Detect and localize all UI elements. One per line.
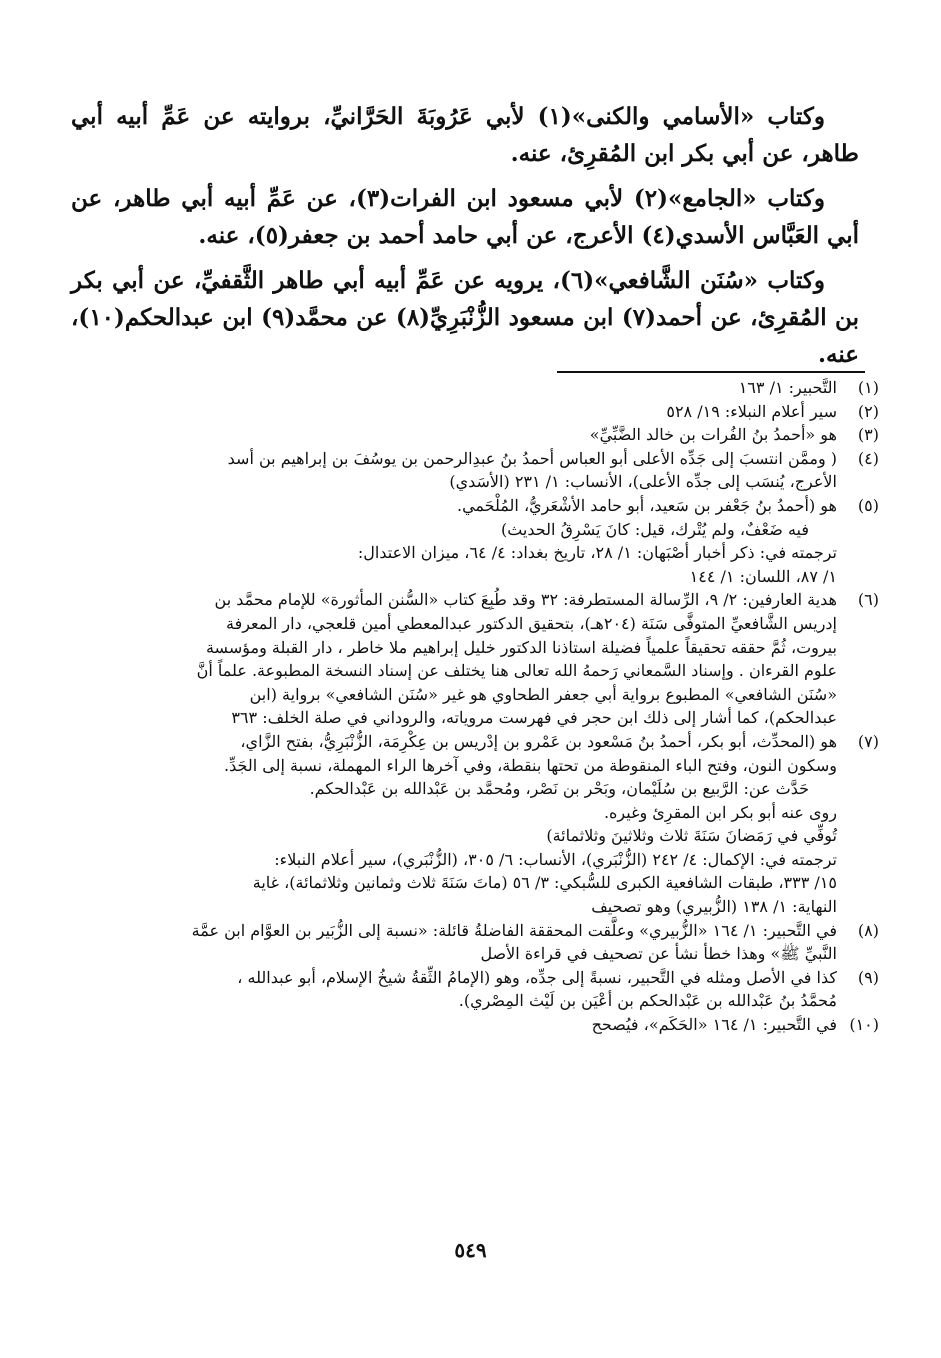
footnote-line: التَّحبير: ١/ ١٦٣ [738, 378, 837, 397]
footnote-line: في التَّحبير: ١/ ١٦٤ «الزُّبيري» وعلَّقت المحققة الفاضلةُ قائلة: «نسبة إلى الزُّبَير بن العوَّام ابن عمَّة [191, 920, 837, 940]
footnote-8 [61, 919, 879, 966]
footnote-number: (٨) [857, 920, 879, 940]
footnote-line: هو «أحمدُ بنُ الفُرات بن خالد الضَّبِّيِّ» [589, 425, 837, 445]
footnote-line: ترجمته في: ذكر أخبار أصْبَهان: ١/ ٢٨، تاريخ بغداد: ٤/ ٦٤، ميزان الاعتدال: [357, 543, 837, 563]
footnote-line: ١٥/ ٣٣٣، طبقات الشافعية الكبرى للسُّبكي: ٣/ ٥٦ (ماتَ سَنَةَ ثلاث وثمانين وثلاثمائة)، غاية [252, 873, 837, 893]
footnote-line: فيه ضَعْفٌ، ولم يُتْرك، قيل: كانَ يَسْرِقُ الحديث) [500, 519, 809, 539]
footnote-line: الأعرج، يُنسَب إلى جدِّه الأعلى)، الأنساب: ١/ ٢٣١ (الأسَدي) [449, 472, 837, 492]
footnotes [61, 376, 879, 1037]
footnote-line: بيروت، ثُمَّ حققه تحقيقاً علمياً فضيلة استاذنا الدكتور خليل إبراهيم ملا خاطر ، دار القبلة ومؤسسة [205, 637, 837, 657]
footnote-line: وسكون النون، وفتح الباء المنقوطة من تحتها بنقطة، وفي آخرها الراء المهملة، نسبة إلى الجَدِّ. [224, 755, 837, 775]
page-number: ٥٤٩ [454, 1238, 487, 1262]
footnote-5 [61, 494, 879, 588]
footnote-number: (٣) [857, 425, 879, 445]
footnote-line: النَّبيِّ ﷺ» وهذا خطأ نشأ عن تصحيف في قراءة الأصل [480, 944, 837, 964]
footnote-7 [61, 730, 879, 919]
footnote-3 [61, 423, 879, 447]
footnote-number: (١٠) [849, 1015, 879, 1035]
footnote-line: هدية العارفين: ٢/ ٩، الرِّسالة المستطرفة: ٣٢ وقد طُبِعَ كتاب «السُّنن المأثورة» للإمام محمَّد بن [214, 590, 837, 610]
footnote-4 [61, 447, 879, 494]
footnote-line: «سُنَن الشافعي» المطبوع برواية أبي جعفر الطحاوي هو غير «سُنَن الشافعي» برواية (ابن [249, 684, 837, 704]
footnote-10 [61, 1013, 879, 1037]
footnote-line: ترجمته في: الإكمال: ٤/ ٢٤٢ (الزُّنْبَري)، الأنساب: ٦/ ٣٠٥، (الزُّنْبَري)، سير أعلام النبلاء: [274, 849, 837, 869]
footnote-1 [61, 376, 879, 400]
footnote-number: (٩) [857, 967, 879, 987]
footnote-number: (٦) [857, 590, 879, 610]
footnote-line: هو (أحمدُ بنُ جَعْفر بن سَعيد، أبو حامد الأشْعَريُّ، المُلْحَمي. [457, 495, 837, 515]
footnote-9 [61, 966, 879, 1013]
footnote-2 [61, 400, 879, 424]
footnote-line: في التَّحبير: ١/ ١٦٤ «الحَكَم»، فيُصحح [591, 1015, 837, 1035]
main-paragraph-1: وكتاب «الأسامي والكنى»(١) لأبي عَرُوبَةَ الحَرَّانيِّ، بروايته عن عَمِّ أبيه أبي طاهر، عن أبي بكر ابن المُقرِئ، عنه. [71, 103, 859, 167]
footnote-separator [557, 371, 865, 373]
footnote-number: (٤) [857, 448, 879, 468]
footnote-line: ١/ ٨٧، اللسان: ١/ ١٤٤ [689, 566, 837, 586]
main-paragraph-2: وكتاب «الجامع»(٢) لأبي مسعود ابن الفرات(٣)، عن عَمِّ أبيه أبي طاهر، عن أبي العَبَّاس الأسدي(٤) الأعرج، عن أبي حامد أحمد بن جعفر(٥)، عنه. [71, 185, 859, 249]
main-text [71, 98, 859, 381]
footnote-line: روى عنه أبو بكر ابن المقرِئ وغيره. [603, 802, 837, 822]
footnote-number: (٧) [857, 731, 879, 751]
footnote-line: إدريس الشَّافعيِّ المتوفَّى سَنَة (٢٠٤هـ)، بتحقيق الدكتور عبدالمعطي أمين قلعجي، دار المعرفة [226, 613, 837, 633]
footnote-6 [61, 588, 879, 730]
footnote-line: علوم القرءان . وإسناد السَّمعاني رَحمهُ الله تعالى هنا يختلف عن إسناد النسخة المطبوعة. علماً أنَّ [196, 661, 837, 681]
footnote-line: كذا في الأصل ومثله في التَّحبير، نسبةً إلى جدِّه، وهو (الإمامُ الثِّقةُ شيخُ الإسلام، أبو عبدالله ، [237, 967, 837, 987]
footnote-number: (٢) [857, 401, 879, 421]
main-paragraph-3: وكتاب «سُنَن الشَّافعي»(٦)، يرويه عن عَمِّ أبيه أبي طاهر الثَّقفيِّ، عن أبي بكر بن المُقرِئ، عن أحمد(٧) ابن مسعود الزُّنْبَرِيِّ(٨) عن محمَّد(٩) ابن عبدالحكم(١٠)، عنه. [71, 267, 859, 368]
footnote-line: تُوفِّي في رَمَضانَ سَنَةَ ثلاث وثلاثينَ وثلاثمائة) [546, 826, 837, 846]
footnote-line: هو (المحدِّث، أبو بكر، أحمدُ بنُ مَسْعود بن عَمْرو بن إدْريس بن عِكْرِمَة، الزُّنْبَرِيُّ، بفتح الزَّاي، [240, 731, 837, 751]
footnote-number: (٥) [857, 495, 879, 515]
footnote-line: عبدالحكم)، كما أشار إلى ذلك ابن حجر في فهرست مروياته، والروداني في صلة الخلف: ٣٦٣ [231, 708, 837, 728]
footnote-number: (١) [857, 378, 879, 397]
footnote-line: مُحمَّدُ بنُ عَبْدالله بن عَبْدالحكم بن أعْيَن بن لَيْث المِصْري). [458, 991, 837, 1011]
footnote-line: حَدَّث عن: الرَّبيع بن سُلَيْمان، وبَحْر بن نَصْر، ومُحمَّد بن عَبْدالله بن عَبْدالحكم. [309, 779, 809, 799]
footnote-line: سير أعلام النبلاء: ١٩/ ٥٢٨ [666, 401, 837, 421]
footnote-line: ( وممَّن انتسبَ إلى جَدِّه الأعلى أبو العباس أحمدُ بنُ عبدِالرحمن بن يوسُفَ بن إبراهيم بن أسد [227, 448, 837, 468]
footnote-line: النهاية: ١/ ١٣٨ (الزُّبيري) وهو تصحيف [591, 897, 837, 917]
